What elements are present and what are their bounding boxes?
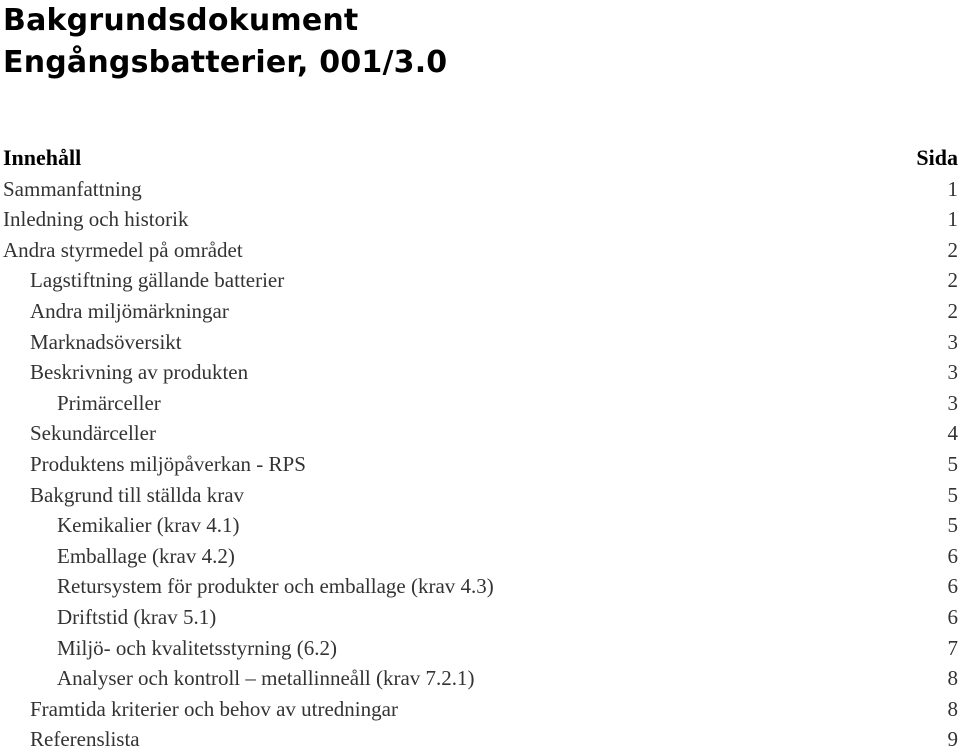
toc-entry-label[interactable]: Lagstiftning gällande batterier	[30, 268, 285, 293]
toc-header-row	[3, 143, 958, 174]
toc-entry[interactable]	[3, 724, 958, 755]
toc-entry-label[interactable]: Inledning och historik	[3, 207, 189, 232]
toc-entry-page-number: 8	[947, 696, 958, 721]
toc-entry[interactable]	[3, 633, 958, 664]
toc-entry-label[interactable]: Analyser och kontroll – metallinneåll (krav 7.2.1)	[57, 666, 475, 691]
toc-entry[interactable]	[3, 541, 958, 572]
toc-entry-page-number: 5	[947, 482, 958, 507]
toc-entry-page-number: 6	[947, 543, 958, 568]
toc-entry[interactable]	[3, 174, 958, 205]
toc-entry-label[interactable]: Beskrivning av produkten	[30, 360, 249, 385]
toc-entry[interactable]	[3, 265, 958, 296]
toc-entry-label[interactable]: Driftstid (krav 5.1)	[57, 604, 217, 629]
table-of-contents	[3, 143, 958, 755]
title-line-2: Engångsbatterier, 001/3.0	[3, 45, 448, 80]
toc-entry[interactable]	[3, 510, 958, 541]
toc-entry[interactable]	[3, 571, 958, 602]
toc-entry[interactable]	[3, 663, 958, 694]
toc-entry-page-number: 5	[947, 513, 958, 538]
toc-entry-page-number: 6	[947, 604, 958, 629]
toc-entry-label[interactable]: Bakgrund till ställda krav	[30, 482, 245, 507]
toc-entry-page-number: 7	[947, 635, 958, 660]
toc-entry[interactable]	[3, 327, 958, 358]
toc-entry-label[interactable]: Andra miljömärkningar	[30, 298, 229, 323]
toc-entry-page-number: 1	[947, 207, 958, 232]
toc-page-heading: Sida	[916, 145, 958, 170]
toc-entry-page-number: 4	[947, 421, 958, 446]
toc-entry-page-number: 1	[947, 176, 958, 201]
toc-entry-label[interactable]: Produktens miljöpåverkan - RPS	[30, 451, 306, 476]
toc-entry-label[interactable]: Primärceller	[57, 390, 161, 415]
document-title	[3, 0, 447, 84]
toc-entry[interactable]	[3, 449, 958, 480]
toc-entry[interactable]	[3, 418, 958, 449]
toc-entry[interactable]	[3, 357, 958, 388]
toc-entry-label[interactable]: Kemikalier (krav 4.1)	[57, 513, 240, 538]
toc-entry[interactable]	[3, 388, 958, 419]
toc-entry-page-number: 9	[947, 727, 958, 752]
toc-entry-label[interactable]: Marknadsöversikt	[30, 329, 182, 354]
title-line-1: Bakgrundsdokument	[3, 3, 359, 38]
toc-entry-page-number: 6	[947, 574, 958, 599]
toc-entry-label[interactable]: Andra styrmedel på området	[3, 237, 243, 262]
toc-entry[interactable]	[3, 694, 958, 725]
toc-entry-label[interactable]: Retursystem för produkter och emballage (krav 4.3)	[57, 574, 494, 599]
toc-entry-page-number: 3	[947, 360, 958, 385]
toc-entry-page-number: 2	[947, 237, 958, 262]
toc-entry-label[interactable]: Emballage (krav 4.2)	[57, 543, 235, 568]
toc-entry[interactable]	[3, 602, 958, 633]
toc-entry[interactable]	[3, 235, 958, 266]
toc-entry-page-number: 3	[947, 329, 958, 354]
toc-entry-label[interactable]: Framtida kriterier och behov av utredningar	[30, 696, 398, 721]
toc-entries	[3, 174, 958, 755]
toc-entry-page-number: 2	[947, 268, 958, 293]
toc-entry-page-number: 2	[947, 298, 958, 323]
toc-entry-page-number: 8	[947, 666, 958, 691]
toc-entry-label[interactable]: Referenslista	[30, 727, 140, 752]
toc-entry-page-number: 5	[947, 451, 958, 476]
toc-entry[interactable]	[3, 480, 958, 511]
toc-entry-label[interactable]: Sammanfattning	[3, 176, 142, 201]
toc-entry[interactable]	[3, 204, 958, 235]
toc-entry-label[interactable]: Sekundärceller	[30, 421, 156, 446]
toc-entry-page-number: 3	[947, 390, 958, 415]
toc-entry-label[interactable]: Miljö- och kvalitetsstyrning (6.2)	[57, 635, 337, 660]
toc-entry[interactable]	[3, 296, 958, 327]
toc-heading: Innehåll	[3, 145, 82, 170]
